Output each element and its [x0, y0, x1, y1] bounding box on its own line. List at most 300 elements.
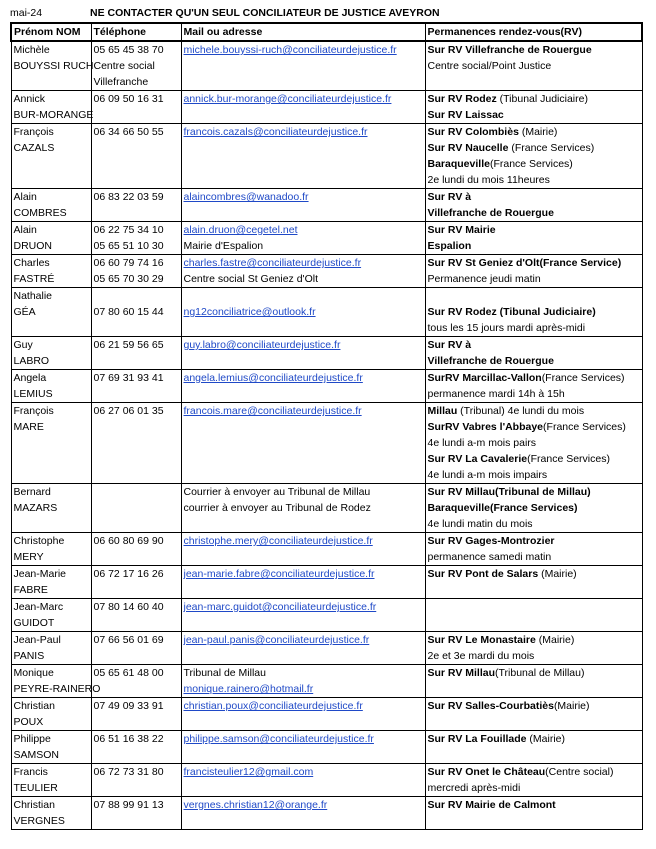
empty-line: [94, 172, 179, 188]
empty-line: [94, 320, 179, 336]
permanence-text: Permanence jeudi matin: [427, 273, 541, 285]
permanence-text: (Mairie): [538, 634, 575, 646]
phone-cell: [91, 484, 181, 533]
table-row: [11, 255, 642, 288]
empty-line: [184, 435, 423, 451]
empty-line: [184, 648, 423, 664]
permanence-line: [428, 467, 640, 483]
phone-cell: [91, 764, 181, 797]
empty-line: [94, 714, 179, 730]
phone-line: 06 72 17 16 26: [93, 568, 164, 580]
permanence-line: [428, 156, 640, 172]
empty-line: [94, 156, 179, 172]
permanence-text: Sur RV Laissac: [427, 109, 504, 121]
permanence-text: Sur RV Naucelle: [427, 142, 512, 154]
mail-cell: [181, 403, 425, 484]
empty-line: [94, 500, 179, 516]
empty-line: [184, 451, 423, 467]
permanence-text: (France Services): [489, 158, 573, 170]
permanence-line: [428, 353, 640, 369]
name-line: LABRO: [13, 355, 50, 367]
empty-line: [94, 747, 179, 763]
name-cell: [11, 533, 91, 566]
permanence-line: [428, 124, 640, 140]
permanence-line: [428, 764, 640, 780]
name-cell: [11, 288, 91, 337]
table-row: [11, 731, 642, 764]
phone-line: Villefranche: [93, 76, 149, 88]
name-cell: [11, 599, 91, 632]
permanence-line: [428, 484, 640, 500]
permanence-cell: [425, 222, 642, 255]
permanence-text: (Tibunal Judiciaire): [499, 93, 588, 105]
permanence-text: (Tribunal de Millau): [495, 667, 585, 679]
permanence-line: [428, 222, 640, 238]
permanence-text: (Mairie): [541, 568, 577, 580]
permanence-text: Sur RV Onet le Château: [427, 766, 546, 778]
permanence-text: 2e lundi du mois 11heures: [427, 174, 550, 186]
name-line: François: [13, 126, 54, 138]
permanence-text: Sur RV Mairie: [427, 224, 496, 236]
name-cell: [11, 255, 91, 288]
phone-cell: [91, 731, 181, 764]
permanence-cell: [425, 731, 642, 764]
permanence-text: (Centre social): [545, 766, 614, 778]
name-line: BUR-MORANGE: [13, 109, 94, 121]
phone-line: 07 69 31 93 41: [93, 372, 164, 384]
permanence-line: [428, 140, 640, 156]
email-link[interactable]: alaincombres@wanadoo.fr: [183, 191, 309, 203]
permanence-text: Sur RV Gages-Montrozier: [427, 535, 555, 547]
mail-cell: [181, 764, 425, 797]
email-link[interactable]: francisteulier12@gmail.com: [183, 766, 314, 778]
phone-line: 07 66 56 01 69: [93, 634, 164, 646]
empty-line: [14, 516, 89, 532]
phone-line: 06 22 75 34 10: [93, 224, 164, 236]
permanence-line: [428, 370, 640, 386]
permanence-cell: [425, 288, 642, 337]
permanence-line: [428, 435, 640, 451]
permanence-text: Sur RV La Cavalerie: [427, 453, 528, 465]
permanence-line: [428, 533, 640, 549]
name-line: MAZARS: [13, 502, 58, 514]
mail-cell: [181, 255, 425, 288]
address-line: Mairie d'Espalion: [183, 240, 264, 252]
permanence-text: SurRV Vabres l'Abbaye: [427, 421, 544, 433]
name-line: POUX: [13, 716, 44, 728]
permanence-cell: [425, 764, 642, 797]
header-line: [10, 6, 440, 20]
permanence-cell: [425, 698, 642, 731]
phone-line: Centre social: [93, 60, 155, 72]
name-line: Michèle: [13, 44, 50, 56]
name-line: Christian: [13, 799, 55, 811]
permanence-line: [428, 780, 640, 796]
email-link[interactable]: ng12conciliatrice@outlook.fr: [183, 306, 316, 318]
email-link[interactable]: philippe.samson@conciliateurdejustice.fr: [183, 733, 374, 745]
phone-cell: [91, 698, 181, 731]
mail-cell: [181, 665, 425, 698]
name-line: Charles: [13, 257, 50, 269]
email-link[interactable]: jean-paul.panis@conciliateurdejustice.fr: [183, 634, 370, 646]
empty-line: [94, 353, 179, 369]
empty-line: [184, 419, 423, 435]
empty-line: [184, 140, 423, 156]
name-cell: [11, 632, 91, 665]
empty-line: [14, 156, 89, 172]
email-link[interactable]: francois.mare@conciliateurdejustice.fr: [183, 405, 362, 417]
email-link[interactable]: christophe.mery@conciliateurdejustice.fr: [183, 535, 373, 547]
permanence-cell: [425, 484, 642, 533]
address-line: courrier à envoyer au Tribunal de Rodez: [183, 502, 371, 514]
empty-line: [14, 172, 89, 188]
permanence-text: Baraqueville: [427, 158, 490, 170]
email-link[interactable]: jean-marie.fabre@conciliateurdejustice.fr: [183, 568, 375, 580]
permanence-cell: [425, 124, 642, 189]
name-cell: [11, 337, 91, 370]
email-link[interactable]: charles.fastre@conciliateurdejustice.fr: [183, 257, 362, 269]
phone-cell: [91, 797, 181, 830]
empty-line: [94, 140, 179, 156]
email-link[interactable]: annick.bur-morange@conciliateurdejustice.fr: [183, 93, 392, 105]
permanence-line: [428, 731, 640, 747]
table-row: [11, 665, 642, 698]
table-row: [11, 764, 642, 797]
column-header-permanences: Permanences rendez-vous(RV): [425, 23, 642, 41]
name-cell: [11, 797, 91, 830]
empty-line: [184, 615, 423, 631]
name-line: Philippe: [13, 733, 51, 745]
permanence-line: [428, 500, 640, 516]
empty-line: [94, 107, 179, 123]
table-row: [11, 288, 642, 337]
empty-line: [94, 813, 179, 829]
permanence-cell: [425, 797, 642, 830]
empty-line: [428, 74, 640, 90]
name-line: Nathalie: [13, 290, 53, 302]
permanence-text: Sur RV à: [427, 339, 472, 351]
email-link[interactable]: francois.cazals@conciliateurdejustice.fr: [183, 126, 368, 138]
mail-cell: [181, 566, 425, 599]
name-line: Alain: [13, 224, 37, 236]
phone-line: 06 60 80 69 90: [93, 535, 164, 547]
name-line: DRUON: [13, 240, 52, 252]
empty-line: [14, 435, 89, 451]
phone-line: 06 60 79 74 16: [93, 257, 164, 269]
empty-line: [94, 615, 179, 631]
permanence-cell: [425, 599, 642, 632]
email-link[interactable]: jean-marc.guidot@conciliateurdejustice.fr: [183, 601, 377, 613]
empty-line: [184, 582, 423, 598]
email-link[interactable]: angela.lemius@conciliateurdejustice.fr: [183, 372, 363, 384]
empty-line: [184, 467, 423, 483]
empty-line: [428, 681, 640, 697]
address-line: Courrier à envoyer au Tribunal de Millau: [183, 486, 371, 498]
phone-line: [94, 288, 179, 304]
table-row: [11, 189, 642, 222]
name-line: CAZALS: [13, 142, 55, 154]
empty-line: [428, 714, 640, 730]
permanence-text: Sur RV La Fouillade: [427, 733, 530, 745]
permanence-text: (Tribunal) 4e lundi du mois: [460, 405, 585, 417]
empty-line: [94, 549, 179, 565]
conciliators-table: [10, 22, 643, 830]
permanence-cell: [425, 632, 642, 665]
permanence-line: [428, 58, 640, 74]
empty-line: [94, 467, 179, 483]
empty-line: [184, 747, 423, 763]
permanence-cell: [425, 370, 642, 403]
permanence-cell: [425, 41, 642, 91]
mail-cell: [181, 189, 425, 222]
email-link[interactable]: alain.druon@cegetel.net: [183, 224, 298, 236]
permanence-line: [428, 91, 640, 107]
email-link[interactable]: vergnes.christian12@orange.fr: [183, 799, 328, 811]
phone-line: 06 21 59 56 65: [93, 339, 164, 351]
permanence-text: (Mairie): [529, 733, 566, 745]
mail-cell: [181, 698, 425, 731]
name-line: Francis: [13, 766, 48, 778]
name-line: FASTRÉ: [13, 273, 55, 285]
permanence-line: [428, 288, 640, 304]
name-cell: [11, 566, 91, 599]
phone-line: 05 65 61 48 00: [93, 667, 164, 679]
table-row: [11, 124, 642, 189]
permanence-line: [428, 205, 640, 221]
permanence-line: [428, 403, 640, 419]
phone-line: 05 65 45 38 70: [93, 44, 164, 56]
permanence-text: (France Services): [541, 372, 625, 384]
address-line: [184, 288, 423, 304]
empty-line: [428, 582, 640, 598]
permanence-text: Centre social/Point Justice: [427, 60, 552, 72]
column-header-mail: Mail ou adresse: [181, 23, 425, 41]
empty-line: [428, 615, 640, 631]
table-row: [11, 41, 642, 91]
permanence-text: Villefranche de Rouergue: [427, 355, 554, 367]
name-cell: [11, 124, 91, 189]
permanence-cell: [425, 337, 642, 370]
page-title: NE CONTACTER QU'UN SEUL CONCILIATEUR DE JUSTICE AVEYRON: [90, 7, 440, 19]
empty-line: [428, 747, 640, 763]
permanence-text: Sur RV Colombiès: [427, 126, 522, 138]
phone-line: 06 83 22 03 59: [93, 191, 164, 203]
permanence-line: [428, 516, 640, 532]
address-line: Centre social St Geniez d'Olt: [183, 273, 318, 285]
name-cell: [11, 222, 91, 255]
mail-cell: [181, 599, 425, 632]
mail-cell: [181, 484, 425, 533]
permanence-text: 4e lundi matin du mois: [427, 518, 533, 530]
phone-line: 06 09 50 16 31: [93, 93, 164, 105]
column-header-name: Prénom NOM: [11, 23, 91, 41]
empty-line: [184, 386, 423, 402]
mail-cell: [181, 91, 425, 124]
empty-line: [94, 681, 179, 697]
mail-cell: [181, 124, 425, 189]
name-line: Monique: [13, 667, 54, 679]
empty-line: [14, 74, 89, 90]
name-line: Bernard: [13, 486, 51, 498]
permanence-line: [428, 304, 640, 320]
name-line: TEULIER: [13, 782, 58, 794]
phone-line: 06 72 73 31 80: [93, 766, 164, 778]
phone-line: [94, 484, 179, 500]
phone-line: 07 88 99 91 13: [93, 799, 164, 811]
name-line: LEMIUS: [13, 388, 53, 400]
permanence-line: [428, 665, 640, 681]
email-link[interactable]: michele.bouyssi-ruch@conciliateurdejustice.fr: [183, 44, 397, 56]
permanence-cell: [425, 91, 642, 124]
permanence-text: mercredi après-midi: [427, 782, 521, 794]
phone-line: 05 65 51 10 30: [93, 240, 164, 252]
permanence-line: [428, 238, 640, 254]
empty-line: [94, 419, 179, 435]
permanence-line: [428, 42, 640, 58]
name-cell: [11, 698, 91, 731]
table-row: [11, 370, 642, 403]
permanence-line: [428, 107, 640, 123]
permanence-cell: [425, 255, 642, 288]
permanence-text: (France Services): [543, 421, 626, 433]
permanence-text: Espalion: [427, 240, 472, 252]
permanence-line: [428, 549, 640, 565]
name-cell: [11, 764, 91, 797]
name-line: GÉA: [13, 306, 36, 318]
empty-line: [184, 516, 423, 532]
permanence-line: [428, 451, 640, 467]
table-row: [11, 91, 642, 124]
permanence-text: Sur RV St Geniez d'Olt(France Service): [427, 257, 622, 269]
email-link[interactable]: monique.rainero@hotmail.fr: [183, 683, 314, 695]
empty-line: [428, 599, 640, 615]
name-line: Christophe: [13, 535, 65, 547]
permanence-line: [428, 320, 640, 336]
permanence-line: [428, 648, 640, 664]
permanence-text: (Mairie): [553, 700, 590, 712]
name-cell: [11, 91, 94, 124]
mail-cell: [181, 41, 425, 91]
name-line: VERGNES: [13, 815, 65, 827]
name-line: Alain: [13, 191, 37, 203]
empty-line: [184, 107, 423, 123]
empty-line: [14, 467, 89, 483]
name-cell: [11, 189, 91, 222]
empty-line: [14, 451, 89, 467]
empty-line: [184, 172, 423, 188]
name-line: PEYRE-RAINERO: [13, 683, 101, 695]
month-label: mai-24: [10, 7, 43, 19]
name-line: PANIS: [13, 650, 45, 662]
name-line: François: [13, 405, 54, 417]
permanence-text: 4e lundi a-m mois impairs: [427, 469, 548, 481]
permanence-cell: [425, 403, 642, 484]
table-row: [11, 337, 642, 370]
name-line: Angela: [13, 372, 47, 384]
table-row: [11, 797, 642, 830]
email-link[interactable]: christian.poux@conciliateurdejustice.fr: [183, 700, 363, 712]
empty-line: [94, 648, 179, 664]
permanence-cell: [425, 189, 642, 222]
phone-cell: [91, 124, 181, 189]
phone-cell: [91, 632, 181, 665]
phone-cell: [91, 222, 181, 255]
empty-line: [428, 813, 640, 829]
name-cell: [11, 41, 94, 91]
name-cell: [11, 370, 91, 403]
mail-cell: [181, 222, 425, 255]
empty-line: [184, 156, 423, 172]
phone-cell: [91, 370, 181, 403]
empty-line: [94, 386, 179, 402]
name-line: Jean-Paul: [13, 634, 61, 646]
empty-line: [184, 549, 423, 565]
permanence-line: [428, 797, 640, 813]
permanence-line: [428, 255, 640, 271]
phone-line: 06 34 66 50 55: [93, 126, 164, 138]
name-cell: [11, 403, 91, 484]
phone-line: 06 51 16 38 22: [93, 733, 164, 745]
permanence-text: 4e lundi a-m mois pairs: [427, 437, 537, 449]
name-line: MERY: [13, 551, 44, 563]
permanence-text: 2e et 3e mardi du mois: [427, 650, 535, 662]
permanence-text: Sur RV Pont de Salars: [427, 568, 542, 580]
empty-line: [184, 780, 423, 796]
phone-line: 07 49 09 33 91: [93, 700, 164, 712]
email-link[interactable]: guy.labro@conciliateurdejustice.fr: [183, 339, 341, 351]
phone-cell: [91, 566, 181, 599]
name-cell: [11, 484, 91, 533]
permanence-cell: [425, 665, 642, 698]
empty-line: [184, 320, 423, 336]
mail-cell: [181, 797, 425, 830]
permanence-line: [428, 172, 640, 188]
name-line: BOUYSSI RUCH: [13, 60, 94, 72]
phone-cell: [91, 403, 181, 484]
permanence-text: Sur RV Salles-Courbatiès: [427, 700, 554, 712]
permanence-text: Sur RV Rodez (Tibunal Judiciaire): [427, 306, 596, 318]
phone-line: 06 27 06 01 35: [93, 405, 164, 417]
permanence-line: [428, 271, 640, 287]
column-header-phone: Téléphone: [91, 23, 181, 41]
permanence-line: [428, 698, 640, 714]
permanence-line: [428, 632, 640, 648]
permanence-text: Sur RV Rodez: [427, 93, 500, 105]
empty-line: [94, 780, 179, 796]
empty-line: [184, 58, 423, 74]
name-line: MARE: [13, 421, 44, 433]
permanence-text: Sur RV Le Monastaire: [427, 634, 539, 646]
phone-cell: [91, 337, 181, 370]
permanence-text: Villefranche de Rouergue: [427, 207, 554, 219]
permanence-line: [428, 189, 640, 205]
empty-line: [184, 205, 423, 221]
mail-cell: [181, 632, 425, 665]
name-line: FABRE: [13, 584, 48, 596]
permanence-text: (France Services): [527, 453, 610, 465]
phone-line: 05 65 70 30 29: [93, 273, 164, 285]
name-line: SAMSON: [13, 749, 60, 761]
address-line: Tribunal de Millau: [183, 667, 266, 679]
permanence-cell: [425, 533, 642, 566]
permanence-text: Sur RV à: [427, 191, 472, 203]
mail-cell: [181, 533, 425, 566]
phone-cell: [91, 599, 181, 632]
table-row: [11, 599, 642, 632]
name-line: Christian: [13, 700, 55, 712]
mail-cell: [181, 337, 425, 370]
table-body: [11, 41, 642, 830]
